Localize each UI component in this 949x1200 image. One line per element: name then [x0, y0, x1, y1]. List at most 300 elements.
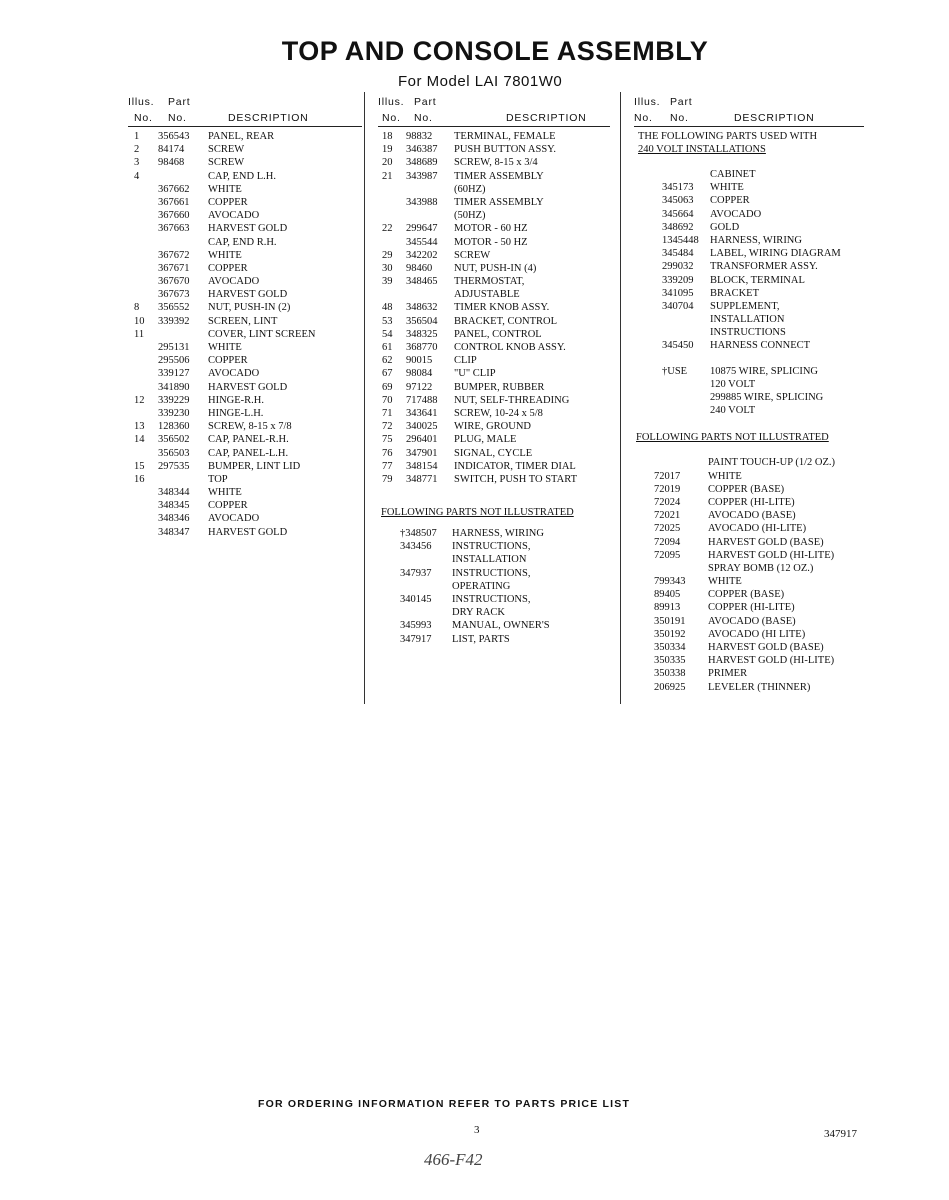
table-row [634, 456, 864, 469]
part-number: 367662 [158, 183, 190, 195]
part-number: 367671 [158, 262, 190, 274]
table-row [634, 168, 864, 181]
header-part: Part [670, 96, 693, 108]
part-number: 367663 [158, 223, 190, 235]
illus-number: 72 [382, 421, 393, 433]
table-row [634, 313, 864, 326]
table-row [128, 460, 362, 473]
part-description: MOTOR - 60 HZ [454, 223, 528, 235]
illus-number: 18 [382, 131, 393, 142]
part-number: 72094 [654, 536, 681, 548]
part-number: 90015 [406, 355, 433, 367]
table-row [634, 339, 864, 352]
part-number: 346387 [406, 144, 438, 156]
part-number: 348346 [158, 513, 190, 525]
illus-number: 67 [382, 368, 393, 380]
document-number: 347917 [824, 1128, 857, 1140]
part-description: HINGE-L.H. [208, 407, 264, 419]
table-row [634, 234, 864, 247]
table-row [128, 367, 362, 380]
part-number: 350334 [654, 642, 686, 653]
table-row [128, 407, 362, 420]
illus-number: 12 [134, 394, 145, 406]
part-number: 348347 [158, 526, 190, 538]
parts-column-1 [128, 94, 362, 539]
illus-number: 53 [382, 315, 393, 327]
header-part: Part [414, 96, 437, 108]
part-description: HARNESS, WIRING [710, 234, 802, 246]
header-description: DESCRIPTION [228, 112, 309, 124]
part-description: CABINET [710, 169, 756, 180]
part-number: 347917 [400, 633, 432, 645]
part-number: 356543 [158, 131, 190, 142]
part-number: 343641 [406, 407, 438, 419]
part-description: PANEL, CONTROL [454, 328, 542, 340]
illus-number: 10 [134, 315, 145, 327]
part-number: 296401 [406, 434, 438, 446]
table-row [128, 183, 362, 196]
part-description: CAP, PANEL-R.H. [208, 434, 289, 446]
part-number: 348345 [158, 500, 190, 512]
part-description: COPPER (BASE) [708, 589, 785, 601]
illus-number: 48 [382, 302, 393, 314]
illus-number: 75 [382, 434, 393, 446]
parts-list-240v [634, 156, 864, 353]
table-row [128, 170, 362, 183]
table-row [634, 654, 864, 667]
splicing-wire-list [634, 353, 864, 418]
table-row [128, 394, 362, 407]
part-number: 356552 [158, 302, 190, 314]
part-description: AVOCADO (HI-LITE) [708, 523, 807, 535]
part-description: HARVEST GOLD [208, 223, 288, 235]
table-row [634, 378, 864, 391]
parts-column-2 [378, 94, 610, 646]
part-description: HARVEST GOLD (BASE) [708, 536, 824, 548]
part-description: CAP, END L.H. [208, 170, 276, 182]
header-part: Part [168, 96, 191, 108]
part-description: WHITE [710, 182, 744, 194]
part-number: 345993 [400, 620, 432, 632]
page-title: TOP AND CONSOLE ASSEMBLY [281, 36, 709, 66]
part-description: HARVEST GOLD (HI-LITE) [708, 549, 835, 561]
part-description: "U" CLIP [454, 368, 496, 380]
illus-number: 70 [382, 394, 393, 406]
table-row [378, 567, 610, 580]
part-description: HARNESS CONNECT [710, 340, 811, 352]
part-description: AVOCADO [208, 210, 260, 222]
illus-number: 71 [382, 407, 393, 419]
part-description: DRY RACK [452, 607, 505, 619]
part-description: COPPER [208, 262, 248, 274]
part-description: PUSH BUTTON ASSY. [454, 144, 557, 156]
part-description: LABEL, WIRING DIAGRAM [710, 248, 841, 260]
part-number: 367661 [158, 196, 190, 208]
part-number: 345450 [662, 340, 694, 352]
table-row [378, 236, 610, 249]
part-description: COVER, LINT SCREEN [208, 328, 316, 340]
part-number: 348344 [158, 487, 190, 499]
part-description: WHITE [208, 487, 242, 499]
table-row [378, 275, 610, 288]
part-number: 345484 [662, 248, 694, 260]
part-number: 84174 [158, 144, 185, 156]
part-number: 339127 [158, 368, 190, 380]
table-row [378, 288, 610, 301]
table-row [634, 588, 864, 601]
part-number: 339230 [158, 407, 190, 419]
table-row [128, 143, 362, 156]
header-no2: No. [414, 112, 433, 124]
header-no2: No. [670, 112, 689, 124]
table-row [634, 549, 864, 562]
illus-number: 69 [382, 381, 393, 393]
part-number: 297535 [158, 460, 190, 472]
part-number: 717488 [406, 394, 438, 406]
table-row [634, 221, 864, 234]
table-row [128, 328, 362, 341]
part-description: COPPER (HI-LITE) [708, 602, 795, 614]
part-description: SWITCH, PUSH TO START [454, 473, 577, 485]
table-row [378, 301, 610, 314]
illus-number: 8 [134, 302, 140, 314]
header-no1: No. [134, 112, 153, 124]
part-number: 356502 [158, 434, 190, 446]
part-number: 348325 [406, 328, 438, 340]
part-number: 348689 [406, 157, 438, 169]
table-row [128, 341, 362, 354]
part-description: BRACKET, CONTROL [454, 315, 558, 327]
header-description: DESCRIPTION [734, 112, 815, 124]
table-row [378, 394, 610, 407]
table-row [128, 236, 362, 249]
part-description: INSTALLATION [710, 314, 785, 326]
part-number: 339229 [158, 394, 190, 406]
illus-number: 54 [382, 328, 393, 340]
table-row [634, 404, 864, 417]
table-row [634, 483, 864, 496]
part-number: 367670 [158, 276, 190, 288]
table-row [378, 540, 610, 553]
part-description: COPPER [208, 196, 248, 208]
part-description: NUT, SELF-THREADING [454, 394, 570, 406]
part-description: CLIP [454, 355, 477, 367]
part-number: 367673 [158, 289, 190, 301]
part-description: SCREW [454, 249, 491, 261]
part-description: CONTROL KNOB ASSY. [454, 342, 566, 353]
part-number: 340704 [662, 300, 694, 312]
parts-list [378, 127, 610, 486]
illus-number: 4 [134, 170, 140, 182]
part-number: 206925 [654, 681, 686, 693]
part-description: HARNESS, WIRING [452, 528, 544, 540]
table-row [634, 562, 864, 575]
part-description: SPRAY BOMB (12 OZ.) [708, 562, 814, 574]
table-row [128, 526, 362, 539]
parts-list-not-illustrated [378, 519, 610, 646]
part-description: HARVEST GOLD [208, 526, 288, 538]
parts-list [128, 127, 362, 539]
part-description: PANEL, REAR [208, 131, 275, 142]
header-no2: No. [168, 112, 187, 124]
table-row [634, 274, 864, 287]
part-number: 345173 [662, 182, 694, 194]
part-description: AVOCADO [710, 208, 762, 220]
part-description: PRIMER [708, 668, 748, 680]
part-number: †USE [662, 365, 688, 377]
part-number: 350338 [654, 668, 686, 680]
table-row [378, 170, 610, 183]
part-number: 89913 [654, 602, 681, 614]
part-number: 72095 [654, 549, 681, 561]
part-number: 72024 [654, 496, 681, 508]
part-number: 347937 [400, 567, 432, 579]
part-number: 368770 [406, 342, 438, 353]
table-row [378, 262, 610, 275]
part-description: TIMER ASSEMBLY [454, 196, 544, 208]
illus-number: 15 [134, 460, 145, 472]
part-description: (50HZ) [454, 210, 486, 222]
table-row [634, 247, 864, 260]
part-number: 340145 [400, 594, 432, 605]
part-description: AVOCADO (BASE) [708, 510, 796, 522]
part-description: 10875 WIRE, SPLICING [710, 365, 819, 377]
part-description: SCREW, 8-15 x 7/8 [208, 421, 292, 433]
illus-number: 29 [382, 249, 393, 261]
table-row [634, 667, 864, 680]
part-number: 343456 [400, 541, 432, 553]
part-description: CAP, PANEL-L.H. [208, 447, 289, 459]
part-description: HARVEST GOLD (BASE) [708, 642, 824, 653]
part-description: ADJUSTABLE [454, 289, 520, 301]
table-row [378, 209, 610, 222]
part-description: AVOCADO (BASE) [708, 615, 796, 627]
part-number: 367672 [158, 249, 190, 261]
part-description: (60HZ) [454, 183, 486, 195]
part-description: WHITE [208, 183, 242, 195]
illus-number: 79 [382, 473, 393, 485]
part-number: 299032 [662, 261, 694, 273]
header-no1: No. [634, 112, 653, 124]
table-row [378, 249, 610, 262]
part-description: COPPER (HI-LITE) [708, 496, 795, 508]
part-description: SCREEN, LINT [208, 315, 278, 327]
table-row [378, 527, 610, 540]
page-subtitle: For Model LAI 7801W0 [398, 73, 563, 90]
part-description: LEVELER (THINNER) [708, 681, 811, 693]
part-description: BUMPER, RUBBER [454, 381, 545, 393]
part-number: 348154 [406, 460, 438, 472]
part-number: 72025 [654, 523, 681, 535]
table-row [378, 447, 610, 460]
table-row [378, 619, 610, 632]
table-row [634, 496, 864, 509]
column-divider-1 [364, 92, 365, 704]
part-number: 348632 [406, 302, 438, 314]
table-row [128, 301, 362, 314]
part-number: 356504 [406, 315, 438, 327]
part-description: 299885 WIRE, SPLICING [710, 392, 824, 403]
part-number: 72021 [654, 510, 681, 522]
header-no1: No. [382, 112, 401, 124]
table-row [634, 601, 864, 614]
part-description: THERMOSTAT, [454, 276, 525, 288]
header-illus: Illus. [634, 96, 661, 108]
part-number: 295131 [158, 342, 190, 353]
table-row [128, 130, 362, 143]
illus-number: 76 [382, 447, 393, 459]
part-number: 347901 [406, 447, 438, 459]
table-row [378, 473, 610, 486]
part-description: TRANSFORMER ASSY. [710, 261, 818, 273]
part-number: 367660 [158, 210, 190, 222]
part-number: 97122 [406, 381, 433, 393]
table-row [378, 156, 610, 169]
part-description: BLOCK, TERMINAL [710, 274, 805, 286]
part-number: 350335 [654, 655, 686, 667]
part-description: TIMER ASSEMBLY [454, 170, 544, 182]
part-description: MANUAL, OWNER'S [452, 620, 550, 632]
part-description: NUT, PUSH-IN (4) [454, 262, 537, 274]
table-row [634, 391, 864, 404]
table-row [378, 553, 610, 566]
table-row [128, 381, 362, 394]
part-description: HARVEST GOLD [208, 381, 288, 393]
table-row [634, 615, 864, 628]
part-description: INSTRUCTIONS, [452, 541, 531, 553]
part-number: 799343 [654, 576, 686, 588]
table-row [128, 275, 362, 288]
table-row [128, 156, 362, 169]
table-row [634, 194, 864, 207]
part-description: OPERATING [452, 580, 511, 592]
part-description: COPPER (BASE) [708, 483, 785, 495]
part-description: HARVEST GOLD [208, 289, 288, 301]
not-illustrated-note: FOLLOWING PARTS NOT ILLUSTRATED [381, 507, 574, 519]
part-description: SCREW, 8-15 x 3/4 [454, 157, 538, 169]
table-row [128, 222, 362, 235]
part-number: 345063 [662, 195, 694, 207]
table-row [378, 143, 610, 156]
voltage-note: THE FOLLOWING PARTS USED WITH [638, 131, 818, 142]
part-description: INSTRUCTIONS, [452, 594, 531, 605]
part-number: 98460 [406, 262, 433, 274]
part-number: 341890 [158, 381, 190, 393]
table-row [128, 315, 362, 328]
table-row [634, 326, 864, 339]
part-description: WIRE, GROUND [454, 421, 531, 433]
part-description: SCREW [208, 144, 245, 156]
part-description: WHITE [708, 576, 742, 588]
table-row [378, 222, 610, 235]
illus-number: 62 [382, 355, 393, 367]
part-description: MOTOR - 50 HZ [454, 236, 528, 248]
part-description: TIMER KNOB ASSY. [454, 302, 550, 314]
table-row [128, 420, 362, 433]
part-number: 343987 [406, 170, 438, 182]
table-row [378, 183, 610, 196]
table-row [634, 575, 864, 588]
table-row [128, 249, 362, 262]
table-row [378, 341, 610, 354]
part-description: 120 VOLT [710, 378, 756, 390]
table-row [378, 407, 610, 420]
illus-number: 61 [382, 342, 393, 353]
part-description: COPPER [208, 355, 248, 367]
table-row [634, 287, 864, 300]
table-row [128, 499, 362, 512]
table-row [634, 641, 864, 654]
table-row [378, 130, 610, 143]
table-row [634, 522, 864, 535]
table-row [128, 512, 362, 525]
table-row [128, 288, 362, 301]
part-number: 339209 [662, 274, 694, 286]
table-row [128, 433, 362, 446]
part-description: SIGNAL, CYCLE [454, 447, 533, 459]
part-number: 98468 [158, 157, 185, 169]
part-description: SCREW [208, 157, 245, 169]
illus-number: 30 [382, 262, 393, 274]
table-row [378, 593, 610, 606]
illus-number: 19 [382, 144, 393, 156]
part-description: AVOCADO [208, 368, 260, 380]
part-description: AVOCADO [208, 276, 260, 288]
illus-number: 16 [134, 473, 145, 485]
part-number: 72019 [654, 483, 681, 495]
ordering-footer: FOR ORDERING INFORMATION REFER TO PARTS PRICE LIST [258, 1098, 631, 1110]
illus-number: 39 [382, 276, 393, 288]
table-row [378, 367, 610, 380]
part-number: 345544 [406, 236, 438, 248]
part-description: INSTALLATION [452, 554, 527, 566]
part-description: SUPPLEMENT, [710, 300, 780, 312]
voltage-note-2: 240 VOLT INSTALLATIONS [638, 144, 766, 155]
part-number: 98832 [406, 131, 433, 142]
table-row [378, 328, 610, 341]
part-number: 348465 [406, 276, 438, 288]
part-number: 89405 [654, 589, 681, 601]
part-description: HARVEST GOLD (HI-LITE) [708, 655, 835, 667]
table-row [378, 580, 610, 593]
part-description: AVOCADO (HI LITE) [708, 628, 806, 640]
part-number: 72017 [654, 470, 681, 482]
illus-number: 13 [134, 421, 145, 433]
part-number: 348692 [662, 221, 694, 233]
part-description: AVOCADO [208, 513, 260, 525]
illus-number: 3 [134, 157, 140, 169]
table-row [378, 315, 610, 328]
table-row [128, 196, 362, 209]
part-number: 1345448 [662, 234, 699, 246]
parts-column-3 [634, 94, 864, 694]
part-description: WHITE [208, 342, 242, 353]
illus-number: 2 [134, 144, 140, 156]
table-row [378, 196, 610, 209]
part-number: 341095 [662, 287, 694, 299]
header-description: DESCRIPTION [506, 112, 587, 124]
part-number: 128360 [158, 421, 190, 433]
part-description: NUT, PUSH-IN (2) [208, 302, 291, 314]
part-number: 340025 [406, 421, 438, 433]
part-number: 343988 [406, 196, 438, 208]
table-row [378, 633, 610, 646]
table-row [634, 536, 864, 549]
illus-number: 11 [134, 328, 145, 340]
part-number: 348771 [406, 473, 438, 485]
header-illus: Illus. [378, 96, 405, 108]
part-description: WHITE [208, 249, 242, 261]
